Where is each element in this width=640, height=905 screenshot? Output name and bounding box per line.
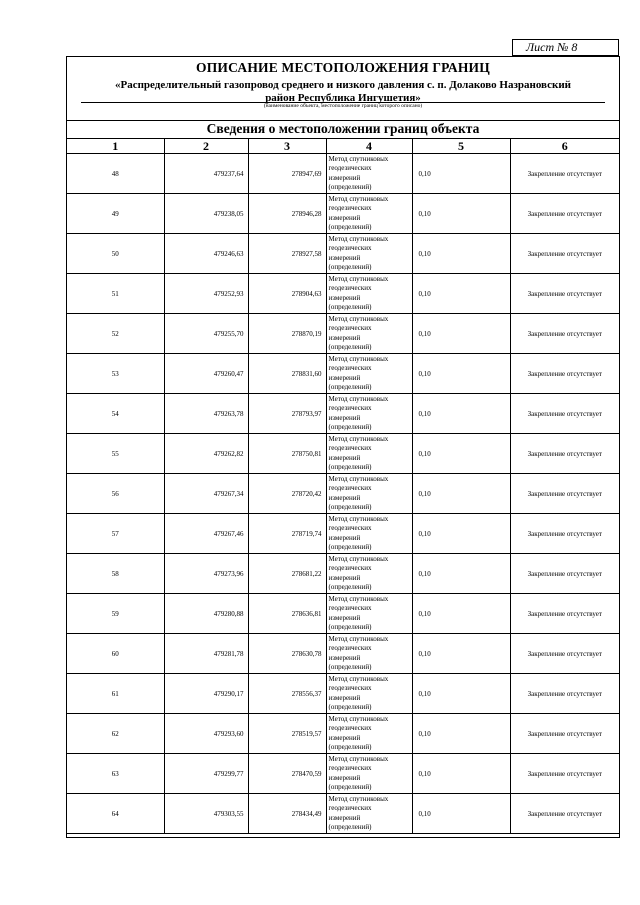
point-number: 59 bbox=[67, 594, 164, 634]
fixing-cell: Закрепление отсутствует bbox=[510, 554, 619, 594]
point-number: 54 bbox=[67, 394, 164, 434]
accuracy-cell: 0,10 bbox=[412, 514, 510, 554]
coordinate-x: 479303,55 bbox=[164, 794, 248, 834]
table-row bbox=[67, 274, 619, 314]
method-text: Метод спутниковых геодезических измерений (определений) bbox=[328, 675, 389, 711]
coordinate-x: 479267,34 bbox=[164, 474, 248, 514]
point-number: 48 bbox=[67, 154, 164, 194]
table-row bbox=[67, 154, 619, 194]
coordinate-x: 479237,64 bbox=[164, 154, 248, 194]
fixing-cell: Закрепление отсутствует bbox=[510, 634, 619, 674]
accuracy-cell: 0,10 bbox=[412, 234, 510, 274]
fixing-cell: Закрепление отсутствует bbox=[510, 354, 619, 394]
fixing-cell: Закрепление отсутствует bbox=[510, 754, 619, 794]
method-cell bbox=[326, 434, 412, 474]
fixing-cell: Закрепление отсутствует bbox=[510, 474, 619, 514]
method-cell bbox=[326, 674, 412, 714]
coordinate-y: 278927,58 bbox=[248, 234, 326, 274]
fixing-cell: Закрепление отсутствует bbox=[510, 274, 619, 314]
coordinate-y: 278870,19 bbox=[248, 314, 326, 354]
method-text: Метод спутниковых геодезических измерений (определений) bbox=[328, 715, 389, 751]
point-number: 49 bbox=[67, 194, 164, 234]
point-number: 60 bbox=[67, 634, 164, 674]
method-cell bbox=[326, 234, 412, 274]
column-header: 3 bbox=[248, 139, 326, 154]
method-text: Метод спутниковых геодезических измерений (определений) bbox=[328, 395, 389, 431]
coordinate-x: 479255,70 bbox=[164, 314, 248, 354]
accuracy-cell: 0,10 bbox=[412, 274, 510, 314]
object-name-line-2: район Республика Ингушетия» bbox=[265, 92, 421, 104]
coordinate-y: 278904,63 bbox=[248, 274, 326, 314]
point-number: 52 bbox=[67, 314, 164, 354]
object-caption: (наименование объекта, местоположение границ которого описано) bbox=[263, 103, 423, 109]
coordinate-y: 278831,60 bbox=[248, 354, 326, 394]
fixing-cell: Закрепление отсутствует bbox=[510, 594, 619, 634]
coordinate-y: 278470,59 bbox=[248, 754, 326, 794]
fixing-cell: Закрепление отсутствует bbox=[510, 234, 619, 274]
coordinate-y: 278947,69 bbox=[248, 154, 326, 194]
column-header: 1 bbox=[67, 139, 164, 154]
table-row bbox=[67, 714, 619, 754]
coordinate-x: 479281,78 bbox=[164, 634, 248, 674]
coordinates-table bbox=[67, 138, 619, 834]
coordinate-y: 278519,57 bbox=[248, 714, 326, 754]
coordinate-y: 278720,42 bbox=[248, 474, 326, 514]
point-number: 62 bbox=[67, 714, 164, 754]
table-row bbox=[67, 754, 619, 794]
table-header-row bbox=[67, 139, 619, 154]
method-text: Метод спутниковых геодезических измерений (определений) bbox=[328, 435, 389, 471]
method-text: Метод спутниковых геодезических измерений (определений) bbox=[328, 635, 389, 671]
table-row bbox=[67, 634, 619, 674]
method-cell bbox=[326, 714, 412, 754]
accuracy-cell: 0,10 bbox=[412, 354, 510, 394]
column-header: 5 bbox=[412, 139, 510, 154]
point-number: 64 bbox=[67, 794, 164, 834]
accuracy-cell: 0,10 bbox=[412, 714, 510, 754]
method-text: Метод спутниковых геодезических измерений (определений) bbox=[328, 195, 389, 231]
coordinate-y: 278946,28 bbox=[248, 194, 326, 234]
coordinate-x: 479267,46 bbox=[164, 514, 248, 554]
coordinate-y: 278793,97 bbox=[248, 394, 326, 434]
table-row bbox=[67, 514, 619, 554]
accuracy-cell: 0,10 bbox=[412, 634, 510, 674]
coordinate-x: 479262,82 bbox=[164, 434, 248, 474]
coordinate-x: 479273,96 bbox=[164, 554, 248, 594]
method-cell bbox=[326, 514, 412, 554]
table-row bbox=[67, 794, 619, 834]
point-number: 53 bbox=[67, 354, 164, 394]
fixing-cell: Закрепление отсутствует bbox=[510, 194, 619, 234]
method-text: Метод спутниковых геодезических измерений (определений) bbox=[328, 155, 389, 191]
method-text: Метод спутниковых геодезических измерений (определений) bbox=[328, 315, 389, 351]
fixing-cell: Закрепление отсутствует bbox=[510, 514, 619, 554]
point-number: 61 bbox=[67, 674, 164, 714]
method-cell bbox=[326, 594, 412, 634]
coordinate-y: 278750,81 bbox=[248, 434, 326, 474]
method-text: Метод спутниковых геодезических измерений (определений) bbox=[328, 235, 389, 271]
coordinate-y: 278434,49 bbox=[248, 794, 326, 834]
object-name-line-1: «Распределительный газопровод среднего и низкого давления с. п. Долаково Назрановский bbox=[114, 79, 572, 91]
table-row bbox=[67, 594, 619, 634]
table-row bbox=[67, 314, 619, 354]
document-title: ОПИСАНИЕ МЕСТОПОЛОЖЕНИЯ ГРАНИЦ bbox=[196, 60, 490, 75]
method-cell bbox=[326, 154, 412, 194]
point-number: 58 bbox=[67, 554, 164, 594]
coordinate-x: 479299,77 bbox=[164, 754, 248, 794]
coordinate-x: 479246,63 bbox=[164, 234, 248, 274]
coordinate-x: 479252,93 bbox=[164, 274, 248, 314]
accuracy-cell: 0,10 bbox=[412, 554, 510, 594]
document-header bbox=[67, 57, 619, 121]
method-text: Метод спутниковых геодезических измерений (определений) bbox=[328, 475, 389, 511]
fixing-cell: Закрепление отсутствует bbox=[510, 394, 619, 434]
accuracy-cell: 0,10 bbox=[412, 194, 510, 234]
table-row bbox=[67, 234, 619, 274]
table-row bbox=[67, 674, 619, 714]
table-row bbox=[67, 194, 619, 234]
method-text: Метод спутниковых геодезических измерений (определений) bbox=[328, 795, 389, 831]
column-header: 6 bbox=[510, 139, 619, 154]
method-cell bbox=[326, 794, 412, 834]
coordinate-y: 278636,81 bbox=[248, 594, 326, 634]
column-header: 2 bbox=[164, 139, 248, 154]
coordinate-x: 479280,88 bbox=[164, 594, 248, 634]
table-row bbox=[67, 554, 619, 594]
method-cell bbox=[326, 394, 412, 434]
column-header: 4 bbox=[326, 139, 412, 154]
method-text: Метод спутниковых геодезических измерений (определений) bbox=[328, 595, 389, 631]
point-number: 63 bbox=[67, 754, 164, 794]
accuracy-cell: 0,10 bbox=[412, 434, 510, 474]
method-text: Метод спутниковых геодезических измерений (определений) bbox=[328, 275, 389, 311]
fixing-cell: Закрепление отсутствует bbox=[510, 154, 619, 194]
method-text: Метод спутниковых геодезических измерений (определений) bbox=[328, 555, 389, 591]
table-body bbox=[67, 154, 619, 834]
section-title: Сведения о местоположении границ объекта bbox=[67, 120, 619, 139]
point-number: 56 bbox=[67, 474, 164, 514]
coordinate-y: 278681,22 bbox=[248, 554, 326, 594]
accuracy-cell: 0,10 bbox=[412, 674, 510, 714]
accuracy-cell: 0,10 bbox=[412, 754, 510, 794]
method-cell bbox=[326, 194, 412, 234]
point-number: 51 bbox=[67, 274, 164, 314]
coordinate-y: 278719,74 bbox=[248, 514, 326, 554]
method-text: Метод спутниковых геодезических измерений (определений) bbox=[328, 755, 389, 791]
coordinate-y: 278556,37 bbox=[248, 674, 326, 714]
fixing-cell: Закрепление отсутствует bbox=[510, 314, 619, 354]
coordinate-y: 278630,78 bbox=[248, 634, 326, 674]
coordinate-x: 479263,78 bbox=[164, 394, 248, 434]
coordinate-x: 479238,05 bbox=[164, 194, 248, 234]
fixing-cell: Закрепление отсутствует bbox=[510, 434, 619, 474]
accuracy-cell: 0,10 bbox=[412, 314, 510, 354]
accuracy-cell: 0,10 bbox=[412, 794, 510, 834]
method-cell bbox=[326, 554, 412, 594]
coordinate-x: 479290,17 bbox=[164, 674, 248, 714]
table-row bbox=[67, 474, 619, 514]
accuracy-cell: 0,10 bbox=[412, 474, 510, 514]
fixing-cell: Закрепление отсутствует bbox=[510, 714, 619, 754]
method-cell bbox=[326, 314, 412, 354]
point-number: 55 bbox=[67, 434, 164, 474]
method-cell bbox=[326, 474, 412, 514]
table-row bbox=[67, 394, 619, 434]
sheet-number: Лист № 8 bbox=[512, 39, 619, 56]
document-frame bbox=[66, 56, 620, 838]
point-number: 50 bbox=[67, 234, 164, 274]
method-cell bbox=[326, 274, 412, 314]
accuracy-cell: 0,10 bbox=[412, 394, 510, 434]
table-row bbox=[67, 434, 619, 474]
fixing-cell: Закрепление отсутствует bbox=[510, 794, 619, 834]
method-cell bbox=[326, 634, 412, 674]
accuracy-cell: 0,10 bbox=[412, 594, 510, 634]
method-text: Метод спутниковых геодезических измерений (определений) bbox=[328, 515, 389, 551]
method-text: Метод спутниковых геодезических измерений (определений) bbox=[328, 355, 389, 391]
table-row bbox=[67, 354, 619, 394]
fixing-cell: Закрепление отсутствует bbox=[510, 674, 619, 714]
point-number: 57 bbox=[67, 514, 164, 554]
coordinate-x: 479260,47 bbox=[164, 354, 248, 394]
method-cell bbox=[326, 754, 412, 794]
coordinate-x: 479293,60 bbox=[164, 714, 248, 754]
method-cell bbox=[326, 354, 412, 394]
accuracy-cell: 0,10 bbox=[412, 154, 510, 194]
